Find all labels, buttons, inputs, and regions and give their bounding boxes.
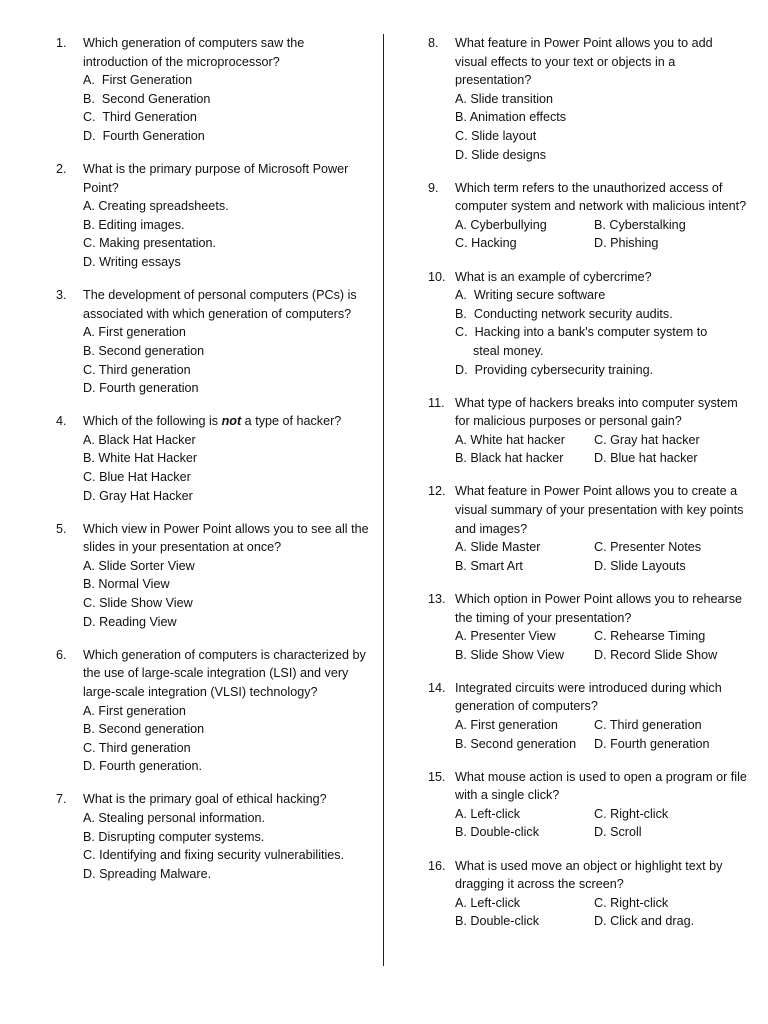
question-number: 2. [56, 162, 67, 177]
answer-options [83, 431, 370, 505]
answer-option: A. Writing secure software [455, 288, 606, 303]
answer-option: D. Fourth generation [83, 381, 199, 396]
question-text: What is used move an object or highlight text by dragging it across the screen? [455, 858, 723, 892]
answer-option: B. Normal View [83, 577, 170, 592]
question-text: What mouse action is used to open a program or file with a single click? [455, 769, 747, 803]
answer-option: C. Making presentation. [83, 236, 217, 251]
answer-option: C. Identifying and fixing security vulnerabilities. [83, 848, 345, 863]
answer-option: B. Second generation [83, 343, 205, 358]
answer-option: A. Slide transition [455, 91, 554, 106]
question-6 [56, 646, 370, 776]
answer-option: A. Slide Master [455, 540, 541, 555]
answer-option: B. Double-click [455, 914, 539, 929]
answer-option: D. Slide Layouts [594, 558, 686, 573]
answer-option: D. Spreading Malware. [83, 866, 212, 881]
question-16 [428, 857, 748, 931]
answer-option: B. Second generation [83, 722, 205, 737]
question-15 [428, 768, 748, 842]
answer-option: A. First generation [455, 718, 558, 732]
answer-option: A. First Generation [83, 73, 193, 88]
answer-option: C. Third generation [594, 718, 702, 732]
answer-option: A. Slide Sorter View [83, 558, 195, 573]
answer-option-continuation: steal money. [473, 343, 544, 358]
answer-option: A. First generation [83, 703, 186, 718]
answer-option: C. Slide Show View [83, 596, 193, 611]
answer-option: C. Presenter Notes [594, 540, 702, 555]
answer-option: C. Right-click [594, 895, 669, 910]
question-7 [56, 790, 370, 883]
answer-option: B. Slide Show View [455, 647, 564, 662]
answer-option: D. Providing cybersecurity training. [455, 362, 654, 377]
column-divider [383, 34, 384, 966]
answer-option: A. Presenter View [455, 629, 556, 644]
answer-option: C. Hacking [455, 236, 517, 251]
answer-option: D. Click and drag. [594, 914, 695, 929]
question-text [83, 412, 370, 431]
question-8 [428, 34, 748, 164]
question-14 [428, 679, 748, 753]
question-text-part: Which of the following is [83, 414, 222, 429]
question-number: 12. [428, 484, 446, 499]
question-text-emphasis: not [221, 414, 242, 429]
question-text: Integrated circuits were introduced during which generation of computers? [455, 680, 722, 714]
answer-options [83, 197, 370, 271]
question-number: 1. [56, 36, 67, 50]
question-3 [56, 286, 370, 398]
question-text: What feature in Power Point allows you to create a visual summary of your presentation with key points and images? [455, 484, 744, 536]
question-text-part: a type of hacker? [241, 414, 342, 429]
question-number: 13. [428, 591, 446, 606]
answer-options [83, 809, 370, 883]
left-column [56, 34, 370, 898]
answer-option: A. White hat hacker [455, 432, 565, 447]
question-1 [56, 34, 370, 146]
answer-option: D. Fourth Generation [83, 128, 205, 143]
answer-option: D. Blue hat hacker [594, 451, 698, 466]
question-number: 8. [428, 36, 439, 50]
answer-option: D. Slide designs [455, 147, 547, 162]
question-number: 10. [428, 269, 446, 284]
question-2 [56, 160, 370, 272]
answer-options [83, 323, 370, 397]
answer-option: C. Right-click [594, 806, 669, 821]
answer-option: C. Third Generation [83, 110, 197, 125]
answer-option: C. Rehearse Timing [594, 629, 706, 644]
question-12 [428, 482, 748, 575]
question-number: 6. [56, 647, 67, 662]
answer-options [455, 90, 748, 164]
answer-option: D. Gray Hat Hacker [83, 488, 193, 503]
answer-option: C. Hacking into a bank's computer system to [455, 325, 708, 340]
answer-option: C. Slide layout [455, 128, 537, 143]
question-9 [428, 179, 748, 253]
question-text: What is the primary goal of ethical hacking? [83, 792, 327, 807]
question-text: Which term refers to the unauthorized access of computer system and network with malicious intent? [455, 180, 747, 214]
answer-option: B. Editing images. [83, 217, 185, 232]
question-text: What is the primary purpose of Microsoft Power Point? [83, 162, 349, 195]
answer-options [455, 431, 748, 468]
question-number: 11. [428, 395, 445, 410]
answer-option: B. Double-click [455, 825, 539, 840]
answer-option: A. Cyberbullying [455, 217, 547, 232]
answer-option: D. Record Slide Show [594, 647, 718, 662]
answer-option: C. Third generation [83, 362, 191, 377]
question-number: 5. [56, 521, 67, 536]
question-text: Which view in Power Point allows you to see all the slides in your presentation at once? [83, 521, 369, 555]
question-text: Which generation of computers is characterized by the use of large-scale integration (LSI) and very large-scale integration (VLSI) technology? [83, 647, 366, 699]
question-number: 9. [428, 180, 439, 195]
question-text: Which option in Power Point allows you to rehearse the timing of your presentation? [455, 591, 743, 625]
question-text: Which generation of computers saw the introduction of the microprocessor? [83, 36, 305, 69]
answer-option: D. Scroll [594, 825, 642, 840]
answer-options [455, 216, 748, 253]
answer-option: A. Left-click [455, 895, 521, 910]
question-text: What is an example of cybercrime? [455, 269, 652, 284]
answer-option: B. Conducting network security audits. [455, 306, 673, 321]
answer-option: A. Creating spreadsheets. [83, 199, 229, 214]
answer-option: D. Fourth generation. [83, 759, 203, 774]
answer-options [455, 805, 748, 842]
answer-option: C. Gray hat hacker [594, 432, 700, 447]
answer-options [455, 627, 748, 664]
question-number: 15. [428, 769, 446, 784]
answer-option: C. Third generation [83, 740, 191, 755]
question-number: 4. [56, 414, 67, 429]
right-column [428, 34, 748, 945]
question-text: What type of hackers breaks into computer system for malicious purposes or personal gain? [455, 395, 738, 429]
answer-option: B. Cyberstalking [594, 217, 686, 232]
question-number: 16. [428, 858, 446, 873]
answer-options [455, 538, 748, 575]
answer-option: B. Second Generation [83, 91, 211, 106]
answer-options [83, 702, 370, 776]
answer-options [83, 557, 370, 631]
question-13 [428, 590, 748, 664]
answer-options [455, 716, 748, 753]
answer-option: B. White Hat Hacker [83, 451, 198, 466]
answer-option: D. Reading View [83, 614, 177, 629]
question-text: The development of personal computers (PCs) is associated with which generation of computers? [83, 288, 357, 321]
answer-option: B. Smart Art [455, 558, 523, 573]
answer-option: A. First generation [83, 325, 186, 340]
answer-option: C. Blue Hat Hacker [83, 469, 191, 484]
answer-option: A. Black Hat Hacker [83, 432, 196, 447]
question-text: What feature in Power Point allows you to add visual effects to your text or objects in a presentation? [455, 36, 713, 88]
question-10 [428, 268, 748, 380]
answer-option: D. Phishing [594, 236, 659, 251]
answer-options [455, 286, 748, 379]
question-11 [428, 394, 748, 468]
question-number: 3. [56, 288, 67, 303]
question-5 [56, 520, 370, 632]
answer-option: A. Left-click [455, 806, 521, 821]
answer-options [455, 894, 748, 931]
question-number: 7. [56, 792, 67, 807]
answer-option: A. Stealing personal information. [83, 810, 266, 825]
answer-option: B. Second generation [455, 736, 577, 751]
question-4 [56, 412, 370, 505]
answer-option: D. Writing essays [83, 255, 181, 270]
answer-option: B. Disrupting computer systems. [83, 829, 265, 844]
answer-option: B. Black hat hacker [455, 451, 564, 466]
answer-options [83, 71, 370, 145]
answer-option: B. Animation effects [455, 110, 567, 125]
question-number: 14. [428, 680, 446, 695]
answer-option: D. Fourth generation [594, 736, 710, 751]
